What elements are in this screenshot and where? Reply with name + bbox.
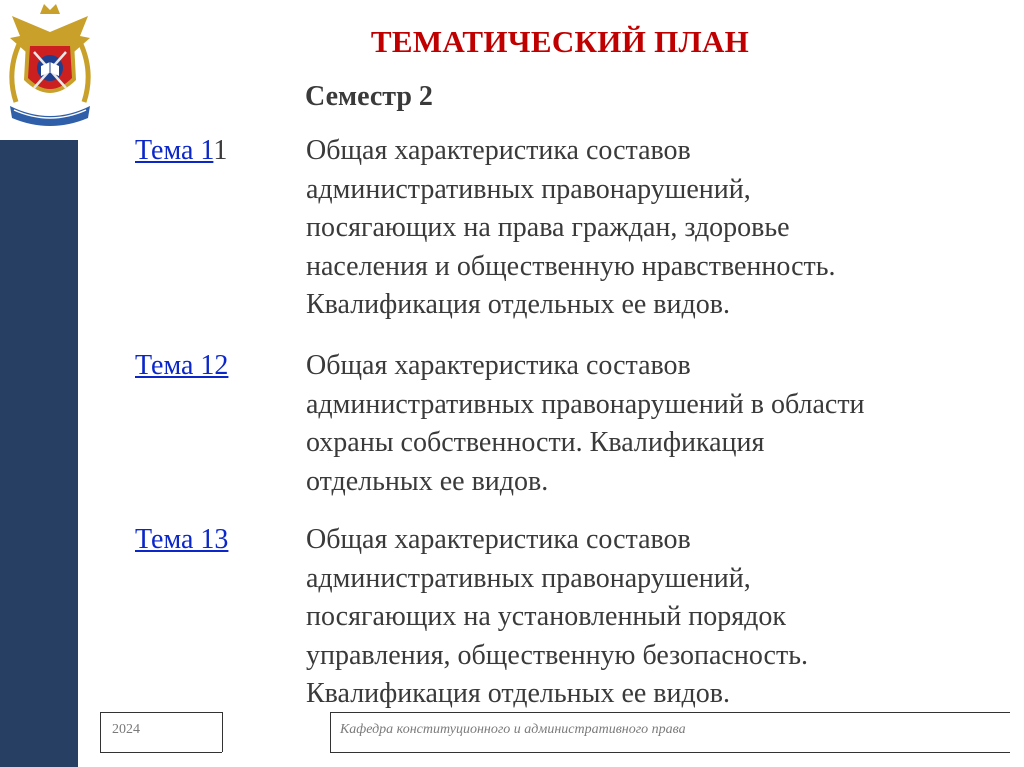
topic-12-line: административных правонарушений в области — [306, 388, 865, 420]
footer-divider — [222, 712, 223, 752]
footer-divider — [100, 752, 222, 753]
footer-divider — [330, 752, 1010, 753]
footer-year: 2024 — [112, 722, 140, 737]
footer-divider — [100, 712, 101, 752]
topic-12-link[interactable] — [135, 347, 228, 385]
sidebar-bar — [0, 140, 78, 767]
topic-11-link-text[interactable]: Тема 1 — [135, 135, 214, 166]
page-title: ТЕМАТИЧЕСКИЙ ПЛАН — [370, 24, 750, 59]
topic-12-line: Общая характеристика составов — [306, 350, 691, 381]
topic-13-description — [306, 521, 1006, 714]
topic-12-line: охраны собственности. Квалификация — [306, 427, 765, 458]
topic-12-description — [306, 347, 1006, 501]
topic-11-line: административных правонарушений, — [306, 173, 751, 205]
topic-13-line: посягающих на установленный порядок — [306, 601, 786, 632]
topic-11-line: посягающих на права граждан, здоровье — [306, 212, 790, 243]
topic-13-line: управления, общественную безопасность. — [306, 639, 808, 671]
topic-11-link-tail: 1 — [213, 135, 228, 166]
semester-heading: Семестр 2 — [305, 81, 433, 112]
topic-11-link[interactable] — [135, 132, 227, 170]
topic-12-line: отдельных ее видов. — [306, 465, 549, 497]
footer-divider — [330, 712, 1010, 713]
footer-department: Кафедра конституционного и административного права — [340, 722, 686, 737]
topic-13-line: административных правонарушений, — [306, 562, 751, 594]
topic-13-line: Квалификация отдельных ее видов. — [306, 678, 730, 709]
topic-11-line: населения и общественную нравственность. — [306, 250, 836, 282]
topic-11-line: Общая характеристика составов — [306, 135, 691, 166]
topic-11-line: Квалификация отдельных ее видов. — [306, 289, 730, 320]
topic-13-link-text[interactable]: Тема 13 — [135, 524, 229, 555]
footer-divider — [100, 712, 222, 713]
topic-11-description — [306, 132, 1006, 325]
topic-12-link-text[interactable]: Тема 12 — [135, 350, 229, 381]
topic-13-line: Общая характеристика составов — [306, 524, 691, 555]
topic-13-link[interactable] — [135, 521, 228, 559]
police-university-emblem-icon — [4, 2, 96, 130]
footer-divider — [330, 712, 331, 752]
